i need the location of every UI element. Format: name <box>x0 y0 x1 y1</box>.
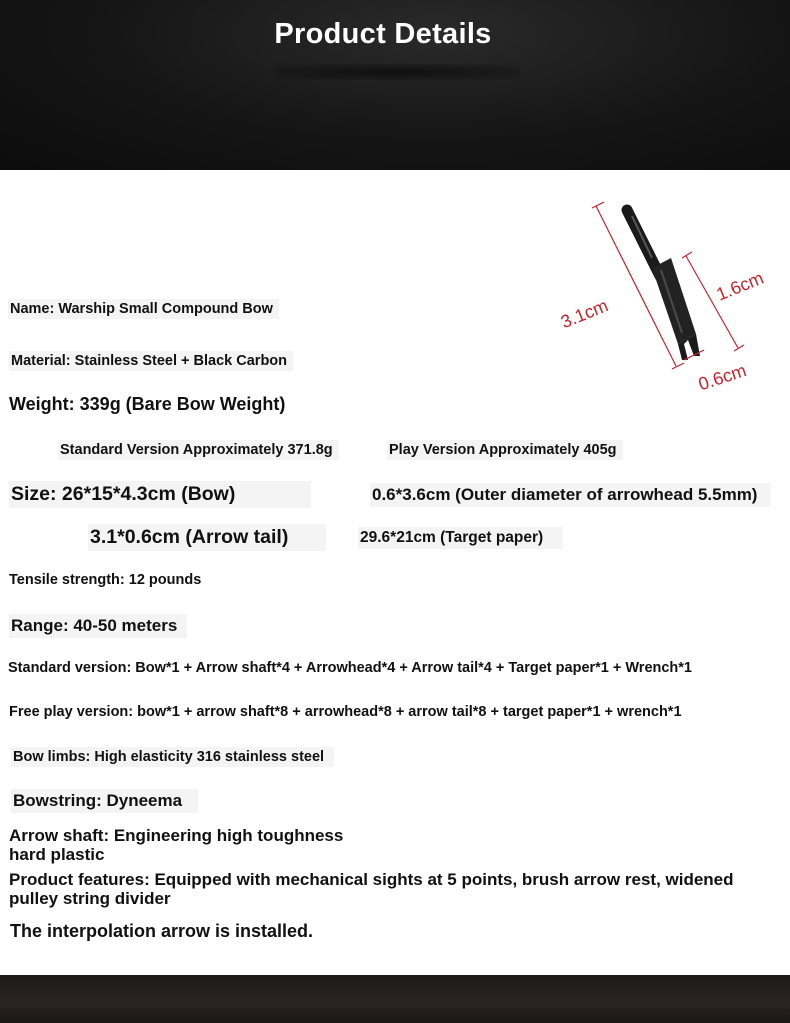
spec-interpolation: The interpolation arrow is installed. <box>10 921 314 941</box>
page-title: Product Details <box>274 18 492 50</box>
spec-bow-limbs: Bow limbs: High elasticity 316 stainless steel <box>11 747 334 767</box>
footer-banner <box>0 975 790 1023</box>
spec-size-tail: 3.1*0.6cm (Arrow tail) <box>88 524 326 551</box>
spec-weight-play: Play Version Approximately 405g <box>387 440 623 460</box>
header-banner <box>0 0 790 170</box>
spec-name: Name: Warship Small Compound Bow <box>8 299 279 319</box>
spec-arrow-shaft: Arrow shaft: Engineering high toughness hard plastic <box>9 826 344 864</box>
spec-size-arrowhead: 0.6*3.6cm (Outer diameter of arrowhead 5.5mm) <box>370 483 771 507</box>
spec-size-bow: Size: 26*15*4.3cm (Bow) <box>9 481 311 508</box>
spec-material: Material: Stainless Steel + Black Carbon <box>9 351 293 371</box>
dimension-label-length: 3.1cm <box>557 295 611 333</box>
dimension-label-width: 0.6cm <box>695 360 749 395</box>
spec-weight: Weight: 339g (Bare Bow Weight) <box>9 394 286 414</box>
spec-features: Product features: Equipped with mechanical sights at 5 points, brush arrow rest, widened pulley string divider <box>9 870 734 908</box>
spec-free-play-version: Free play version: bow*1 + arrow shaft*8 + arrowhead*8 + arrow tail*8 + target paper*1 + wrench*1 <box>9 704 682 720</box>
arrow-tail-diagram <box>548 188 788 398</box>
dimension-label-head: 1.6cm <box>713 267 767 305</box>
spec-range: Range: 40-50 meters <box>9 614 187 638</box>
spec-size-target: 29.6*21cm (Target paper) <box>358 527 563 549</box>
spec-standard-version: Standard version: Bow*1 + Arrow shaft*4 + Arrowhead*4 + Arrow tail*4 + Target paper*1 + Wrench*1 <box>8 660 692 676</box>
spec-bowstring: Bowstring: Dyneema <box>11 789 198 813</box>
header-shadow-decoration <box>275 64 520 80</box>
spec-weight-standard: Standard Version Approximately 371.8g <box>58 440 339 460</box>
spec-tensile: Tensile strength: 12 pounds <box>9 572 202 588</box>
arrow-tail-image <box>627 210 700 360</box>
